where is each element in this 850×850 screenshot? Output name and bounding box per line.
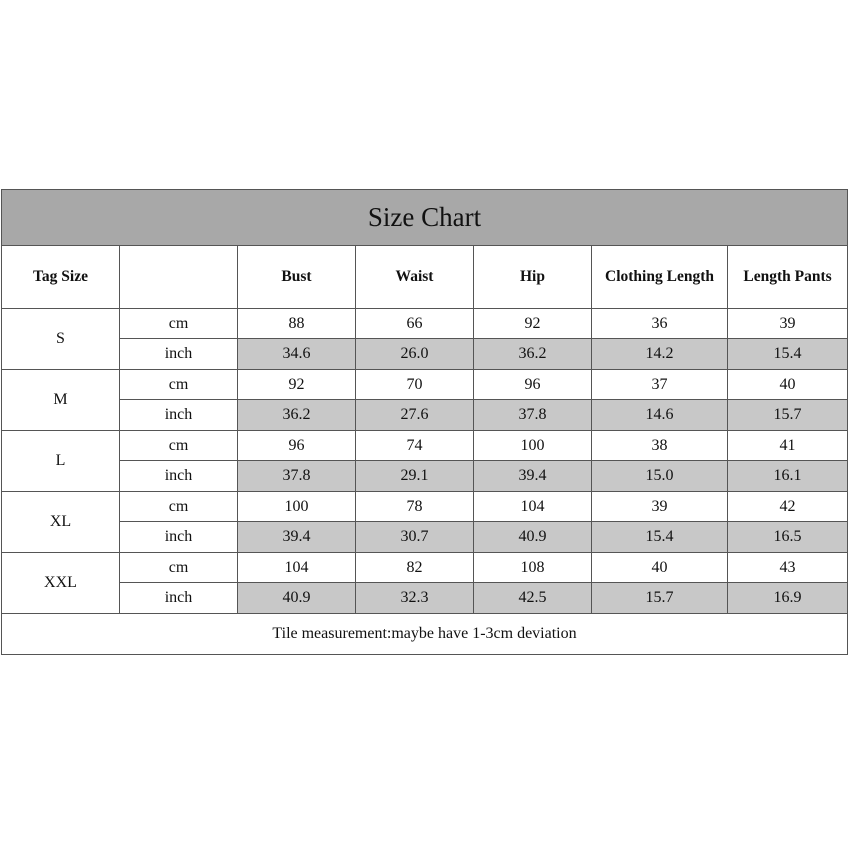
column-header-waist: Waist bbox=[356, 246, 474, 309]
unit-label-inch: inch bbox=[120, 400, 238, 431]
table-cell-cm: 43 bbox=[728, 553, 848, 583]
table-cell-cm: 70 bbox=[356, 370, 474, 400]
note-row bbox=[2, 614, 848, 655]
column-header-hip: Hip bbox=[474, 246, 592, 309]
table-cell-cm: 96 bbox=[474, 370, 592, 400]
table-cell-inch: 16.1 bbox=[728, 461, 848, 492]
size-label-m: M bbox=[2, 370, 120, 431]
unit-label-inch: inch bbox=[120, 522, 238, 553]
measurement-note: Tile measurement:maybe have 1-3cm deviation bbox=[2, 614, 848, 655]
title-row bbox=[2, 190, 848, 246]
unit-label-inch: inch bbox=[120, 583, 238, 614]
table-cell-cm: 92 bbox=[238, 370, 356, 400]
size-label-xl: XL bbox=[2, 492, 120, 553]
tag-size-header: Tag Size bbox=[2, 246, 120, 309]
table-cell-inch: 26.0 bbox=[356, 339, 474, 370]
table-cell-inch: 32.3 bbox=[356, 583, 474, 614]
size-m-cm-row bbox=[2, 370, 848, 400]
column-header-length-pants: Length Pants bbox=[728, 246, 848, 309]
table-cell-cm: 38 bbox=[592, 431, 728, 461]
table-cell-cm: 82 bbox=[356, 553, 474, 583]
table-cell-cm: 78 bbox=[356, 492, 474, 522]
table-cell-inch: 29.1 bbox=[356, 461, 474, 492]
table-cell-cm: 104 bbox=[238, 553, 356, 583]
table-cell-cm: 40 bbox=[592, 553, 728, 583]
size-xxl-cm-row bbox=[2, 553, 848, 583]
table-cell-inch: 16.9 bbox=[728, 583, 848, 614]
table-cell-cm: 39 bbox=[728, 309, 848, 339]
table-cell-inch: 16.5 bbox=[728, 522, 848, 553]
table-cell-cm: 74 bbox=[356, 431, 474, 461]
column-header-bust: Bust bbox=[238, 246, 356, 309]
table-cell-inch: 39.4 bbox=[238, 522, 356, 553]
table-cell-inch: 37.8 bbox=[474, 400, 592, 431]
chart-title: Size Chart bbox=[2, 190, 848, 246]
table-cell-cm: 92 bbox=[474, 309, 592, 339]
table-cell-inch: 42.5 bbox=[474, 583, 592, 614]
size-s-cm-row bbox=[2, 309, 848, 339]
table-cell-inch: 15.4 bbox=[728, 339, 848, 370]
unit-header-blank bbox=[120, 246, 238, 309]
table-cell-inch: 15.4 bbox=[592, 522, 728, 553]
size-m-inch-row bbox=[2, 400, 848, 431]
header-row bbox=[2, 246, 848, 309]
table-cell-cm: 42 bbox=[728, 492, 848, 522]
table-cell-cm: 36 bbox=[592, 309, 728, 339]
table-cell-cm: 41 bbox=[728, 431, 848, 461]
size-xxl-inch-row bbox=[2, 583, 848, 614]
unit-label-inch: inch bbox=[120, 461, 238, 492]
table-cell-cm: 96 bbox=[238, 431, 356, 461]
table-cell-cm: 108 bbox=[474, 553, 592, 583]
table-cell-inch: 15.7 bbox=[592, 583, 728, 614]
unit-label-cm: cm bbox=[120, 370, 238, 400]
table-cell-inch: 40.9 bbox=[238, 583, 356, 614]
unit-label-inch: inch bbox=[120, 339, 238, 370]
size-s-inch-row bbox=[2, 339, 848, 370]
size-xl-cm-row bbox=[2, 492, 848, 522]
table-cell-cm: 100 bbox=[474, 431, 592, 461]
size-chart-table bbox=[1, 189, 848, 655]
size-label-l: L bbox=[2, 431, 120, 492]
table-cell-inch: 14.6 bbox=[592, 400, 728, 431]
table-cell-inch: 30.7 bbox=[356, 522, 474, 553]
unit-label-cm: cm bbox=[120, 553, 238, 583]
table-cell-inch: 14.2 bbox=[592, 339, 728, 370]
size-label-xxl: XXL bbox=[2, 553, 120, 614]
size-l-inch-row bbox=[2, 461, 848, 492]
table-cell-cm: 39 bbox=[592, 492, 728, 522]
size-label-s: S bbox=[2, 309, 120, 370]
table-cell-cm: 88 bbox=[238, 309, 356, 339]
table-cell-inch: 36.2 bbox=[474, 339, 592, 370]
table-cell-cm: 104 bbox=[474, 492, 592, 522]
table-cell-cm: 37 bbox=[592, 370, 728, 400]
unit-label-cm: cm bbox=[120, 431, 238, 461]
table-cell-inch: 15.7 bbox=[728, 400, 848, 431]
table-cell-inch: 39.4 bbox=[474, 461, 592, 492]
table-cell-inch: 15.0 bbox=[592, 461, 728, 492]
table-cell-inch: 40.9 bbox=[474, 522, 592, 553]
unit-label-cm: cm bbox=[120, 492, 238, 522]
table-cell-inch: 27.6 bbox=[356, 400, 474, 431]
unit-label-cm: cm bbox=[120, 309, 238, 339]
table-cell-inch: 36.2 bbox=[238, 400, 356, 431]
size-xl-inch-row bbox=[2, 522, 848, 553]
table-cell-inch: 34.6 bbox=[238, 339, 356, 370]
table-cell-inch: 37.8 bbox=[238, 461, 356, 492]
size-l-cm-row bbox=[2, 431, 848, 461]
table-cell-cm: 66 bbox=[356, 309, 474, 339]
table-cell-cm: 100 bbox=[238, 492, 356, 522]
column-header-clothing-length: Clothing Length bbox=[592, 246, 728, 309]
table-cell-cm: 40 bbox=[728, 370, 848, 400]
